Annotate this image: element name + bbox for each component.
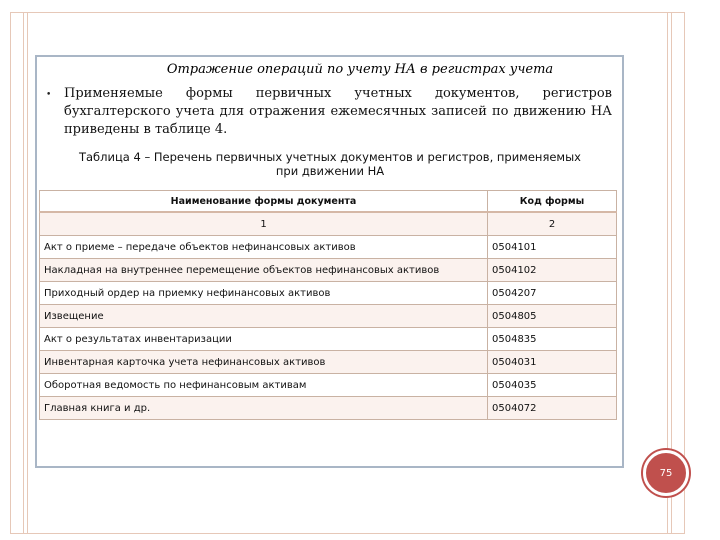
index-cell-2: 2: [488, 212, 617, 236]
row-code: 0504072: [488, 397, 617, 420]
bullet-icon: •: [46, 90, 52, 100]
table-header-row: [40, 191, 617, 213]
table-row: [40, 351, 617, 374]
table-row: [40, 305, 617, 328]
table-row: [40, 397, 617, 420]
row-name: Главная книга и др.: [40, 397, 488, 420]
table-row: [40, 374, 617, 397]
documents-table: [39, 190, 617, 420]
row-code: 0504805: [488, 305, 617, 328]
row-code: 0504835: [488, 328, 617, 351]
row-name: Извещение: [40, 305, 488, 328]
row-code: 0504102: [488, 259, 617, 282]
table-caption: [40, 150, 620, 178]
caption-line-1: Таблица 4 – Перечень первичных учетных документов и регистров, применяемых: [78, 150, 581, 164]
row-name: Инвентарная карточка учета нефинансовых активов: [40, 351, 488, 374]
row-name: Акт о приеме – передаче объектов нефинансовых активов: [40, 236, 488, 259]
table-row: [40, 259, 617, 282]
table-index-row: [40, 212, 617, 236]
frame-line-left-2: [27, 13, 28, 533]
row-name: Приходный ордер на приемку нефинансовых активов: [40, 282, 488, 305]
row-code: 0504101: [488, 236, 617, 259]
page-number-badge: 75: [643, 450, 689, 496]
frame-line-left-1: [23, 13, 24, 533]
header-code: Код формы: [488, 191, 617, 213]
table-row: [40, 328, 617, 351]
row-name: Оборотная ведомость по нефинансовым активам: [40, 374, 488, 397]
table-row: [40, 282, 617, 305]
row-code: 0504207: [488, 282, 617, 305]
slide-title: Отражение операций по учету НА в регистрах учета: [166, 62, 554, 77]
row-code: 0504035: [488, 374, 617, 397]
header-name: Наименование формы документа: [40, 191, 488, 213]
bullet-text: Применяемые формы первичных учетных документов, регистров бухгалтерского учета для отражения ежемесячных записей по движению НА приведены в таблице 4.: [64, 86, 612, 137]
caption-line-2: при движении НА: [275, 164, 385, 178]
table-row: [40, 236, 617, 259]
row-code: 0504031: [488, 351, 617, 374]
index-cell-1: 1: [40, 212, 488, 236]
row-name: Накладная на внутреннее перемещение объектов нефинансовых активов: [40, 259, 488, 282]
row-name: Акт о результатах инвентаризации: [40, 328, 488, 351]
